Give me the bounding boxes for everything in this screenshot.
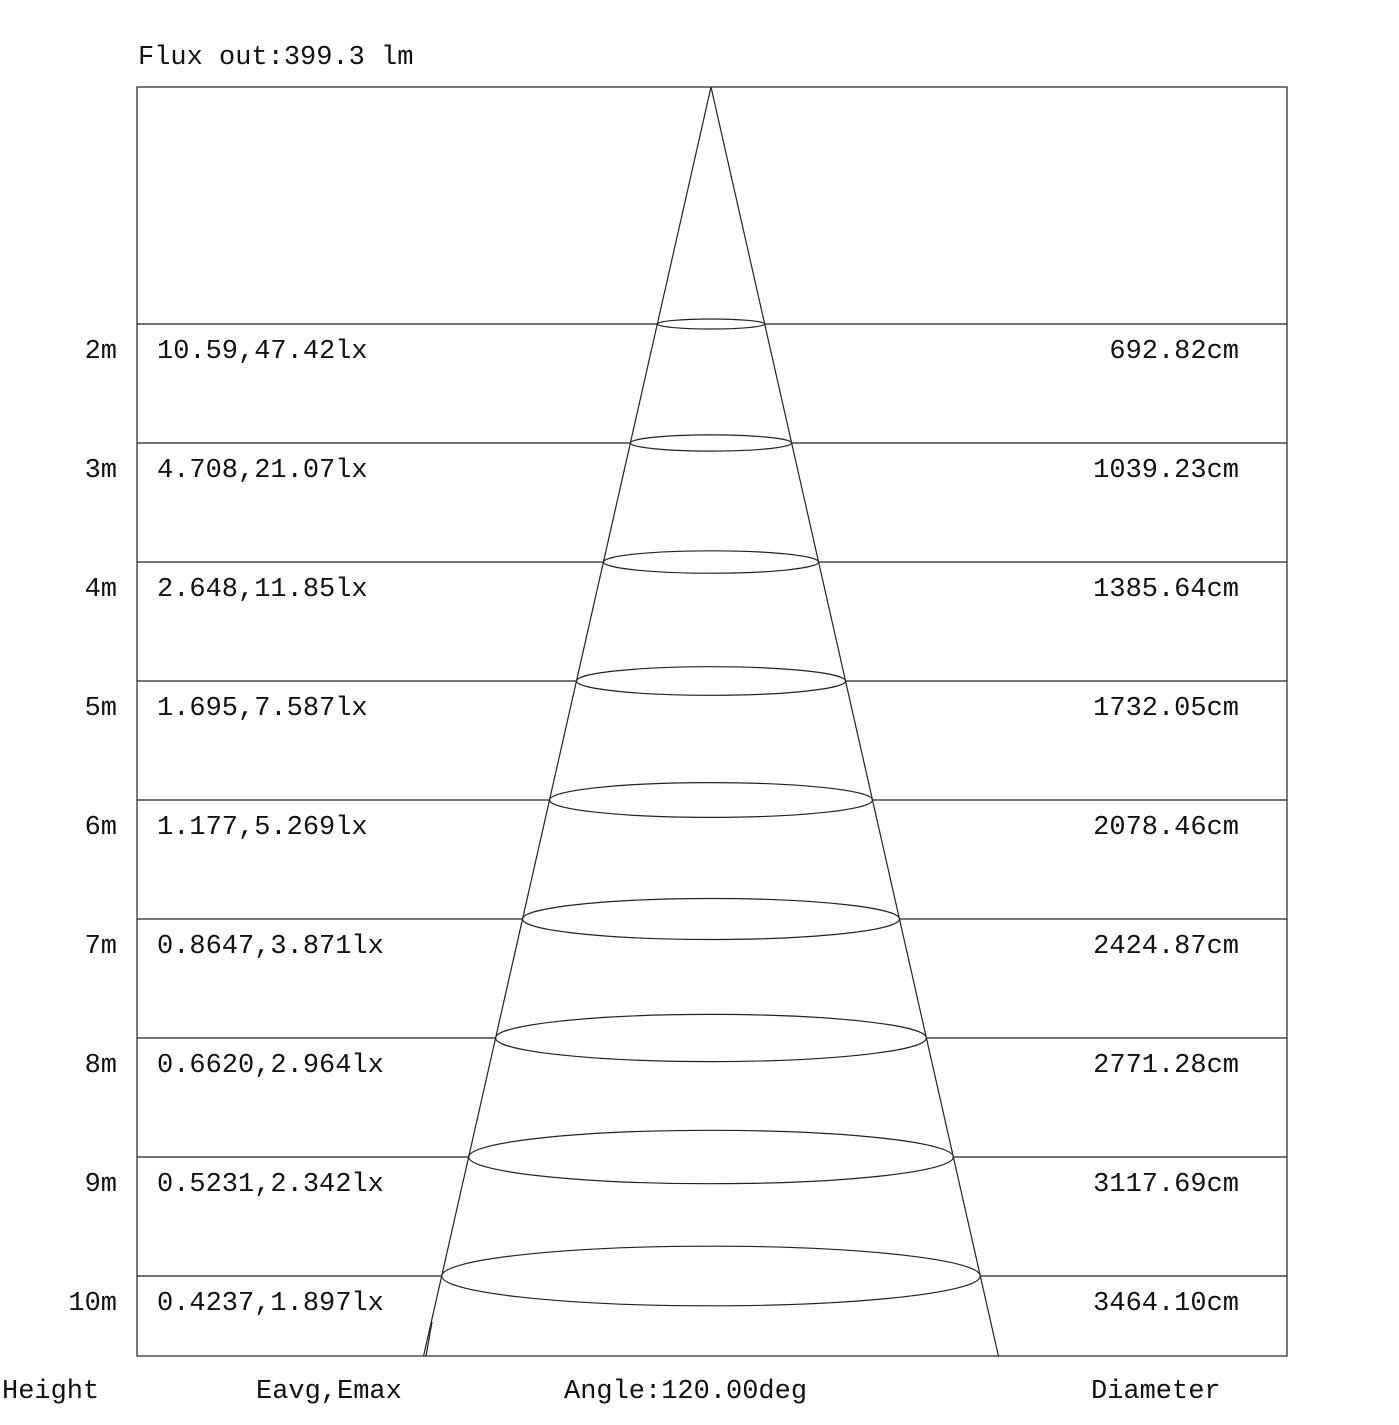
row-eavg-emax-value: 10.59,47.42lx (157, 337, 368, 367)
flux-label: Flux out:399.3 lm (138, 43, 414, 73)
row-eavg-emax-value: 1.177,5.269lx (157, 813, 368, 843)
footer-height-label: Height (2, 1377, 100, 1407)
footer-diameter-label: Diameter (1091, 1377, 1221, 1407)
row-diameter-value: 2424.87cm (1093, 932, 1239, 962)
row-height-label: 9m (84, 1170, 117, 1200)
row-height-label: 5m (84, 694, 117, 724)
row-diameter-value: 1385.64cm (1093, 575, 1239, 605)
beam-ellipse (657, 319, 764, 329)
row-eavg-emax-value: 2.648,11.85lx (157, 575, 368, 605)
cone-right-edge (711, 87, 998, 1356)
row-diameter-value: 3464.10cm (1093, 1289, 1239, 1319)
beam-ellipse (603, 551, 818, 573)
row-eavg-emax-value: 0.4237,1.897lx (157, 1289, 384, 1319)
row-height-label: 2m (84, 337, 117, 367)
row-diameter-value: 2771.28cm (1093, 1051, 1239, 1081)
row-height-label: 6m (84, 813, 117, 843)
row-height-label: 7m (84, 932, 117, 962)
row-diameter-value: 3117.69cm (1093, 1170, 1239, 1200)
row-eavg-emax-value: 4.708,21.07lx (157, 456, 368, 486)
beam-ellipse (550, 783, 873, 818)
cone-left-edge (424, 87, 711, 1356)
beam-ellipse (469, 1130, 954, 1183)
row-eavg-emax-value: 0.5231,2.342lx (157, 1170, 384, 1200)
row-diameter-value: 1732.05cm (1093, 694, 1239, 724)
footer-eavg-label: Eavg,Emax (256, 1377, 402, 1407)
beam-ellipse (576, 667, 845, 696)
row-eavg-emax-value: 0.8647,3.871lx (157, 932, 384, 962)
row-eavg-emax-value: 1.695,7.587lx (157, 694, 368, 724)
row-height-label: 3m (84, 456, 117, 486)
row-diameter-value: 1039.23cm (1093, 456, 1239, 486)
beam-ellipse (523, 899, 900, 940)
row-height-label: 4m (84, 575, 117, 605)
beam-ellipse (442, 1246, 981, 1306)
row-height-label: 10m (68, 1289, 117, 1319)
beam-ellipse (496, 1014, 927, 1061)
row-diameter-value: 692.82cm (1109, 337, 1239, 367)
row-height-label: 8m (84, 1051, 117, 1081)
footer-angle-label: Angle:120.00deg (564, 1377, 808, 1407)
row-diameter-value: 2078.46cm (1093, 813, 1239, 843)
beam-ellipse (630, 435, 791, 451)
row-eavg-emax-value: 0.6620,2.964lx (157, 1051, 384, 1081)
